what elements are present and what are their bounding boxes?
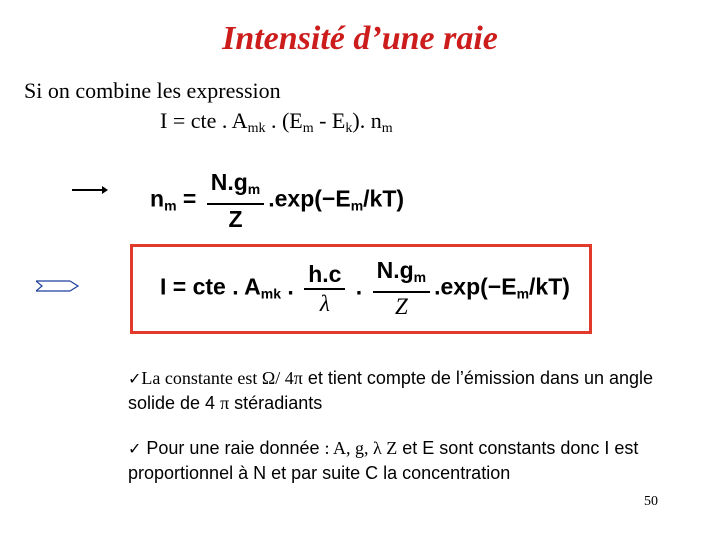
- equation-intensity: [160, 256, 570, 321]
- eq1-tail2: /kT): [363, 185, 405, 212]
- eq2-fraction-hc: [304, 260, 345, 318]
- formula-mid2: - E: [313, 108, 346, 133]
- formula-sub-mk: mk: [247, 121, 266, 136]
- intro-text: Si on combine les expression: [24, 78, 281, 103]
- bullet2-sans-end: et E sont constants donc I est proportionnel à N et par suite C la concentration: [128, 438, 639, 483]
- eq2-frac2-num-main: N.g: [376, 257, 414, 283]
- eq2-frac2-num-sub: m: [413, 269, 427, 285]
- eq1-num-main: N.g: [210, 169, 248, 195]
- eq2-fraction-ng: [373, 256, 431, 321]
- formula-mid3: ). n: [352, 108, 382, 133]
- eq2-tail-sub: m: [516, 285, 530, 302]
- eq2-tail2: /kT): [529, 273, 570, 300]
- eq2-lhs: I = cte . A: [160, 273, 261, 300]
- bullet2-sans-start: Pour une raie donnée: [141, 438, 325, 458]
- bullet-constant: [128, 366, 688, 415]
- formula-sub-k: k: [345, 121, 353, 136]
- formula-sub-m1: m: [302, 121, 314, 136]
- eq2-tail1: .exp(−E: [434, 273, 517, 300]
- eq1-fraction: [207, 168, 265, 233]
- bullet1-sans-end: stéradiants: [229, 393, 323, 413]
- bullet1-serif-part: La constante est Ω/ 4π: [141, 368, 303, 388]
- checkmark-icon: ✓: [128, 439, 142, 458]
- bullet1-pi: π: [220, 393, 230, 413]
- formula-lhs: I = cte . A: [160, 108, 248, 133]
- page-number: 50: [644, 494, 658, 509]
- bullet1-sans-part: et tient compte de l’émission dans un angle solide de 4: [128, 368, 654, 413]
- arrow-right-icon: [72, 184, 108, 196]
- eq1-n: n: [150, 185, 165, 212]
- eq2-frac2-numerator: [373, 256, 431, 293]
- equation-nm: [150, 168, 404, 233]
- formula-line: [160, 108, 393, 137]
- eq1-num-sub: m: [247, 181, 261, 197]
- eq2-lhs-sub: mk: [260, 285, 282, 302]
- eq1-n-sub: m: [164, 197, 177, 214]
- slide-title: Intensité d’une raie: [222, 20, 498, 57]
- checkmark-icon: ✓: [128, 369, 142, 388]
- eq2-frac1-denominator: λ: [319, 290, 330, 316]
- eq2-frac1-numerator: h.c: [304, 260, 345, 290]
- eq2-frac2-denominator: Z: [394, 294, 408, 319]
- implies-arrow-icon: [36, 278, 80, 294]
- eq1-tail-sub: m: [350, 197, 364, 214]
- eq1-equals: =: [182, 185, 197, 212]
- eq1-denominator: Z: [228, 206, 243, 232]
- eq1-numerator: [207, 168, 265, 205]
- formula-mid1: . (E: [265, 108, 303, 133]
- eq1-tail1: .exp(−E: [268, 185, 351, 212]
- eq2-dot2: .: [349, 273, 369, 300]
- bullet-raie: [128, 436, 688, 485]
- bullet2-serif-part: : A, g, λ Z: [324, 438, 398, 458]
- formula-sub-m2: m: [381, 121, 393, 136]
- eq2-dot1: .: [281, 273, 301, 300]
